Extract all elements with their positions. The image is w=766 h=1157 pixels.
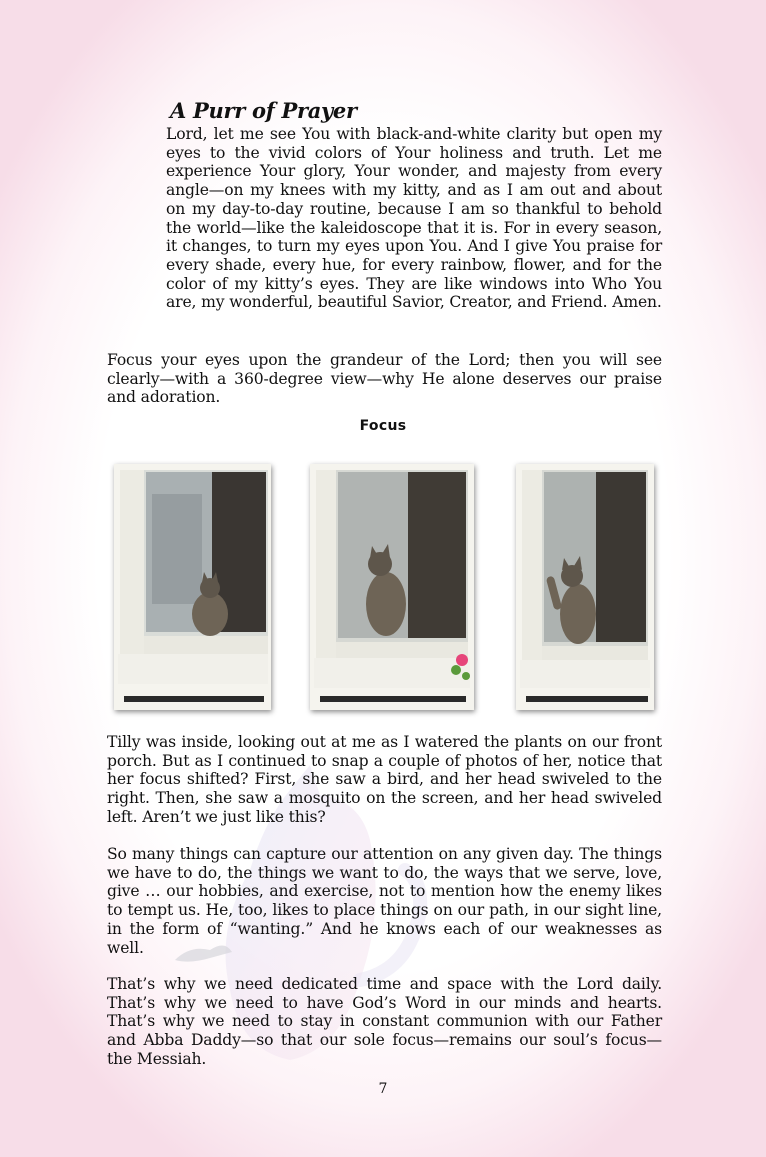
- prayer-block: [166, 98, 662, 312]
- page-number: 7: [378, 1081, 388, 1097]
- body-paragraph-3: That’s why we need dedicated time and space with the Lord daily. That’s why we need to have God’s Word in our minds and hearts. That’s why we need to stay in constant communion with our Father and Abba Daddy—so that our sole focus—remains our soul’s focus—the Messiah.: [107, 975, 662, 1068]
- photo-cat-looking-straight: [114, 464, 271, 710]
- body-paragraph-2: So many things can capture our attention on any given day. The things we have to do, the things we want to do, the ways that we serve, love, give … our hobbies, and exercise, not to mention how the enemy likes to tempt us. He, too, likes to place things on our path, in our sight line, in the form of “wanting.” And he knows each of our weaknesses as well.: [107, 845, 662, 957]
- photo-cat-looking-right: [310, 464, 474, 710]
- photo-cat-looking-left: [516, 464, 654, 710]
- prayer-text: Lord, let me see You with black-and-white clarity but open my eyes to the vivid colors of Your holiness and truth. Let me experience Your glory, Your wonder, and majesty from every angle—on my knees with my kitty, and as I am out and about on my day-to-day routine, because I am so thankful to behold the world—like the kaleidoscope that it is. For in every season, it changes, to turn my eyes upon You. And I give You praise for every shade, every hue, for every rainbow, flower, and for the color of my kitty’s eyes. They are like windows into Who You are, my wonderful, beautiful Savior, Creator, and Friend. Amen.: [166, 125, 662, 312]
- intro-paragraph: Focus your eyes upon the grandeur of the Lord; then you will see clearly—with a 360-degree view—why He alone deserves our praise and adoration.: [107, 351, 662, 407]
- body-paragraph-1: Tilly was inside, looking out at me as I watered the plants on our front porch. But as I continued to snap a couple of photos of her, notice that her focus shifted? First, she saw a bird, and her head swiveled to the right. Then, she saw a mosquito on the screen, and her head swiveled left. Aren’t we just like this?: [107, 733, 662, 826]
- prayer-title: A Purr of Prayer: [170, 98, 357, 123]
- section-title: Focus: [359, 418, 407, 434]
- photo-strip: [0, 464, 766, 716]
